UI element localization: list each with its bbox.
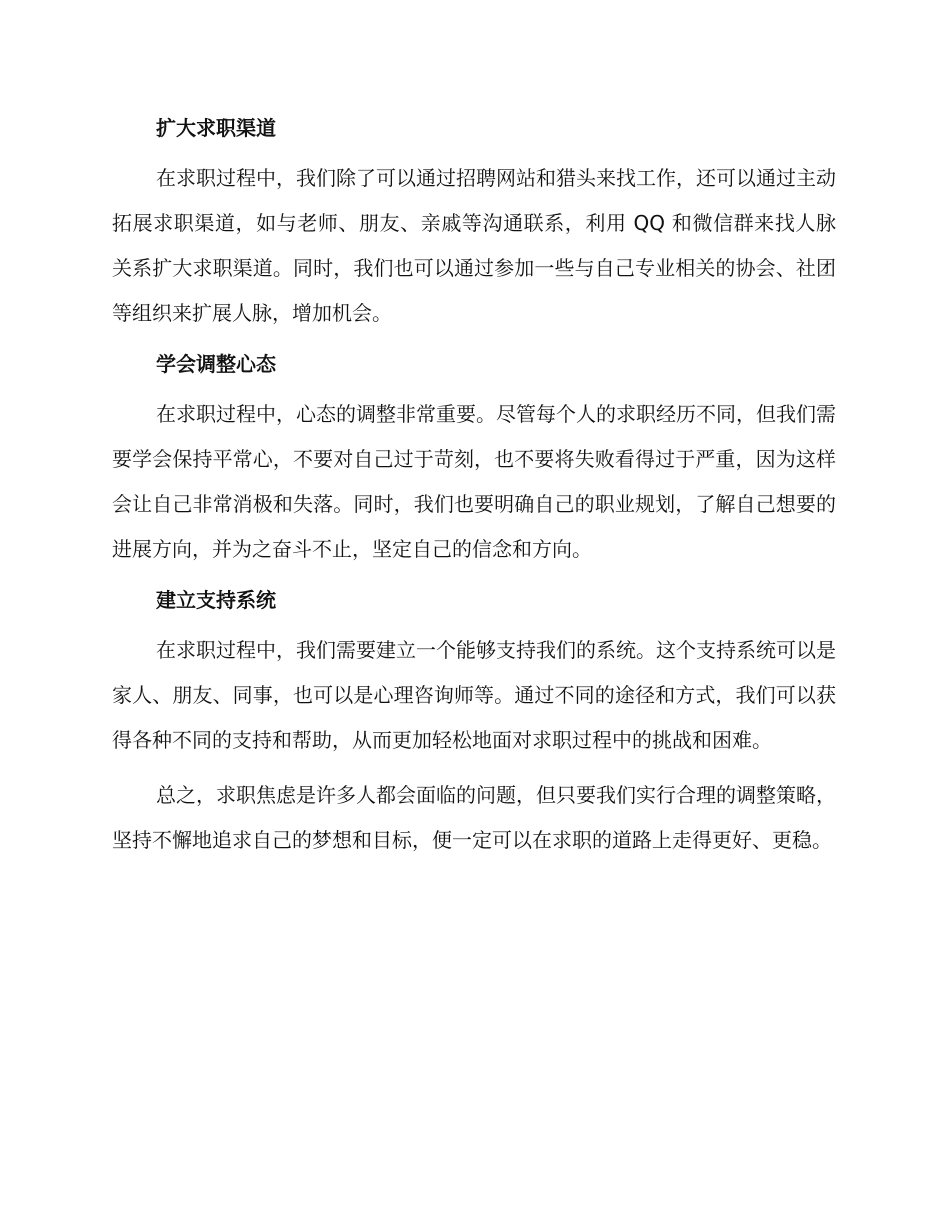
- conclusion-paragraph: 总之，求职焦虑是许多人都会面临的问题，但只要我们实行合理的调整策略，坚持不懈地追求自己的梦想和目标，便一定可以在求职的道路上走得更好、更稳。: [112, 783, 836, 852]
- section-heading-expand-channels: 扩大求职渠道: [156, 116, 276, 140]
- section-paragraph-adjust-mindset: 在求职过程中，心态的调整非常重要。尽管每个人的求职经历不同，但我们需要学会保持平常心，不要对自己过于苛刻，也不要将失败看得过于严重，因为这样会让自己非常消极和失落。同时，我们也要明确自己的职业规划，了解自己想要的进展方向，并为之奋斗不止，坚定自己的信念和方向。: [112, 402, 836, 561]
- section-heading-adjust-mindset: 学会调整心态: [156, 352, 276, 376]
- document-body: [112, 110, 836, 873]
- section-heading-support-system: 建立支持系统: [156, 588, 276, 612]
- section-paragraph-expand-channels: 在求职过程中，我们除了可以通过招聘网站和猎头来找工作，还可以通过主动拓展求职渠道，如与老师、朋友、亲戚等沟通联系，利用 QQ 和微信群来找人脉关系扩大求职渠道。同时，我们也可以通过参加一些与自己专业相关的协会、社团等组织来扩展人脉，增加机会。: [112, 166, 836, 325]
- section-paragraph-support-system: 在求职过程中，我们需要建立一个能够支持我们的系统。这个支持系统可以是家人、朋友、同事，也可以是心理咨询师等。通过不同的途径和方式，我们可以获得各种不同的支持和帮助，从而更加轻松地面对求职过程中的挑战和困难。: [112, 638, 836, 752]
